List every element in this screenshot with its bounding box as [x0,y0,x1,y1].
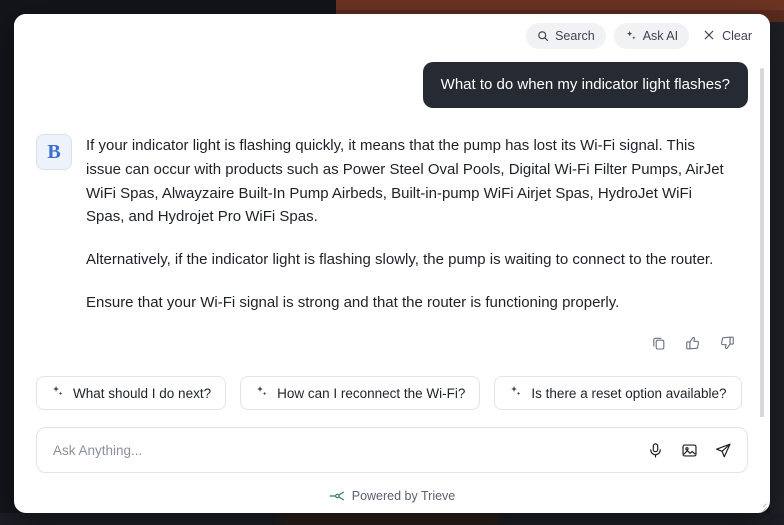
send-icon[interactable] [713,440,733,460]
clear-button-label: Clear [722,29,752,43]
backdrop-bottom-blob [280,513,500,525]
scrollbar-thumb[interactable] [760,68,764,417]
search-icon [537,30,549,42]
sparkles-icon [625,30,637,42]
composer-icons [645,440,733,460]
assistant-message-row [36,134,748,314]
close-icon [703,29,715,44]
footer [14,479,770,513]
copy-icon[interactable] [648,332,670,354]
message-actions [36,332,748,354]
assistant-paragraph-1: If your indicator light is flashing quickly, it means that the pump has lost its Wi-Fi signal. This issue can occur with products such as Power Steel Oval Pools, Digital Wi-Fi Filter Pumps, AirJet WiFi Spas, Alwayzaire Built-In Pump Airbeds, Built-in-pump WiFi Airjet Spas, HydroJet WiFi Spas, and Hydrojet Pro WiFi Spas. [86,137,724,226]
suggestion-chip-3-label: Is there a reset option available? [531,385,727,401]
user-message-row [36,58,748,108]
suggestion-chip-1[interactable] [36,376,226,410]
assistant-paragraph-2: Alternatively, if the indicator light is flashing slowly, the pump is waiting to connect to the router. [86,251,714,268]
user-message-bubble: What to do when my indicator light flashes? [423,62,748,108]
clear-button[interactable] [697,23,756,49]
widget-toolbar [14,14,770,58]
ask-ai-tab-label: Ask AI [642,28,679,43]
resize-grip[interactable] [755,498,767,510]
suggestion-chip-2-label: How can I reconnect the Wi-Fi? [277,385,466,401]
assistant-paragraph-3: Ensure that your Wi-Fi signal is strong and that the router is functioning properly. [86,293,620,311]
ask-ai-tab[interactable] [614,23,689,49]
thumbs-up-icon[interactable] [682,332,704,354]
image-upload-icon[interactable] [679,440,699,460]
composer[interactable] [36,427,748,473]
assistant-avatar: B [36,134,72,170]
trieve-logo-icon [329,490,345,502]
suggestion-list [36,376,748,416]
composer-wrapper [14,417,770,479]
microphone-icon[interactable] [645,440,665,460]
powered-by-label: Powered by Trieve [351,489,456,503]
search-tab-label: Search [555,28,595,43]
sparkles-icon [509,385,522,401]
suggestion-chip-3[interactable] [494,376,741,410]
ask-anything-input[interactable] [51,442,645,459]
backdrop-right-edge [770,22,784,513]
conversation-scroll-area[interactable] [14,58,770,417]
thumbs-down-icon[interactable] [716,332,738,354]
chat-widget [14,14,770,513]
sparkles-icon [255,385,268,401]
search-tab[interactable] [526,23,606,49]
suggestion-chip-2[interactable] [240,376,480,410]
assistant-message-body [86,134,731,314]
backdrop-top-strip-highlight [336,0,784,10]
suggestion-chip-1-label: What should I do next? [73,385,212,401]
sparkles-icon [51,385,64,401]
